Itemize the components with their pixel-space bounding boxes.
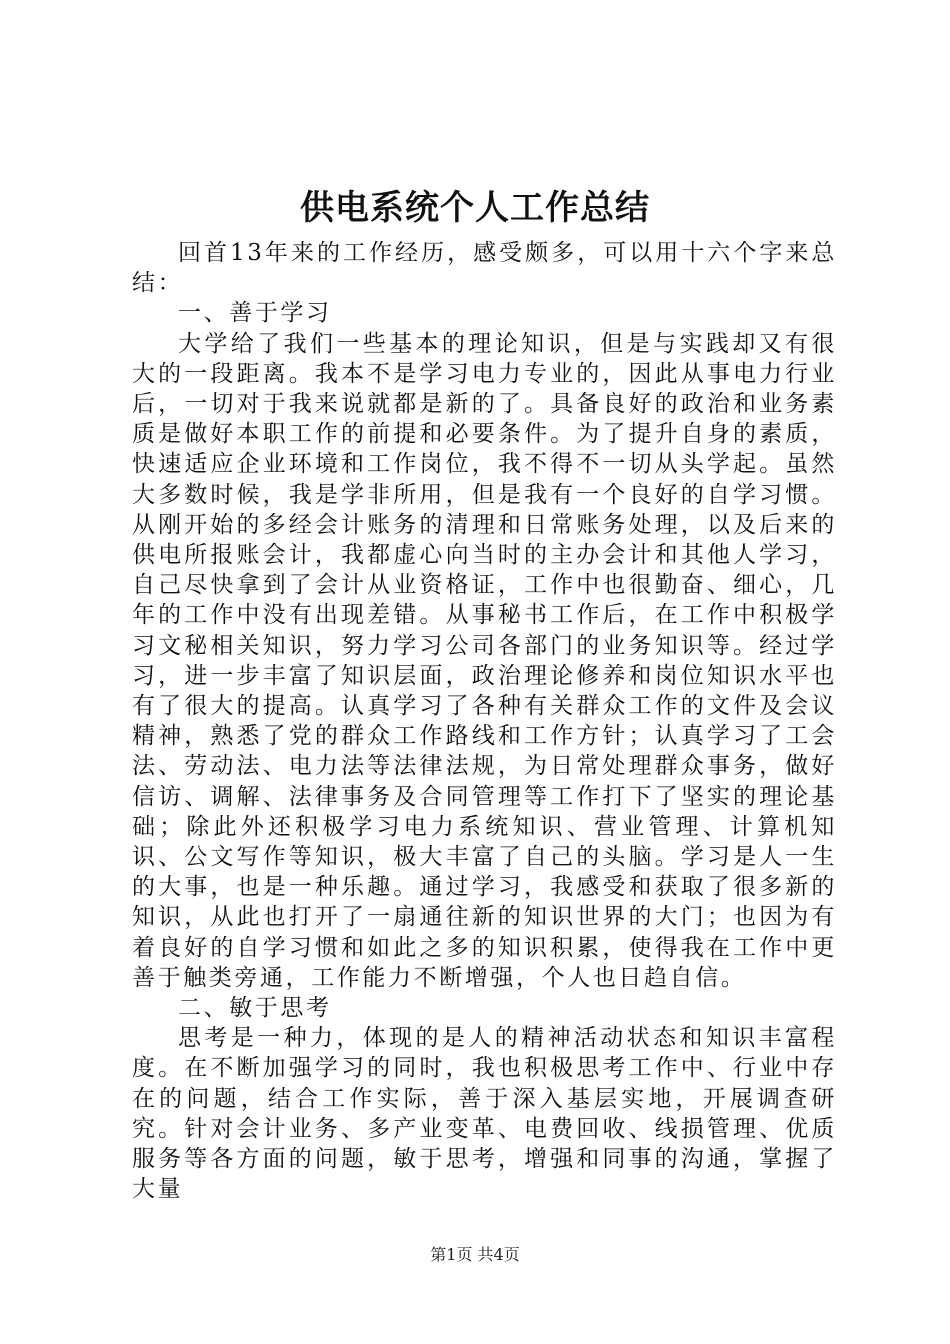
section-heading-2: 二、敏于思考 (178, 995, 332, 1022)
page-footer: 第1页 共4页 (430, 1245, 520, 1264)
document-title: 供电系统个人工作总结 (300, 188, 650, 228)
section-heading-1: 一、善于学习 (178, 300, 332, 327)
paragraph-section-2: 思考是一种力，体现的是人的精神活动状态和知识丰富程度。在不断加强学习的同时，我也积极思考工作中、行业中存在的问题，结合工作实际，善于深入基层实地，开展调查研究。针对会计业务、多产业变革、电费回收、线损管理、优质服务等各方面的问题，敏于思考，增强和同事的沟通，掌握了大量 (132, 1025, 837, 1203)
paragraph-intro: 回首13年来的工作经历，感受颇多，可以用十六个字来总结： (132, 240, 837, 297)
document-body (132, 238, 837, 1205)
paragraph-section-1: 大学给了我们一些基本的理论知识，但是与实践却又有很大的一段距离。我本不是学习电力专业的，因此从事电力行业后，一切对于我来说就都是新的了。具备良好的政治和业务素质是做好本职工作的前提和必要条件。为了提升自身的素质，快速适应企业环境和工作岗位，我不得不一切从头学起。虽然大多数时候，我是学非所用，但是我有一个良好的自学习惯。从刚开始的多经会计账务的清理和日常账务处理，以及后来的供电所报账会计，我都虚心向当时的主办会计和其他人学习，自己尽快拿到了会计从业资格证，工作中也很勤奋、细心，几年的工作中没有出现差错。从事秘书工作后，在工作中积极学习文秘相关知识，努力学习公司各部门的业务知识等。经过学习，进一步丰富了知识层面，政治理论修养和岗位知识水平也有了很大的提高。认真学习了各种有关群众工作的文件及会议精神，熟悉了党的群众工作路线和工作方针；认真学习了工会法、劳动法、电力法等法律法规，为日常处理群众事务，做好信访、调解、法律事务及合同管理等工作打下了坚实的理论基础；除此外还积极学习电力系统知识、营业管理、计算机知识、公文写作等知识，极大丰富了自己的头脑。学习是人一生的大事，也是一种乐趣。通过学习，我感受和获取了很多新的知识，从此也打开了一扇通往新的知识世界的大门；也因为有着良好的自学习惯和如此之多的知识积累，使得我在工作中更善于触类旁通，工作能力不断增强，个人也日趋自信。 (132, 330, 837, 991)
